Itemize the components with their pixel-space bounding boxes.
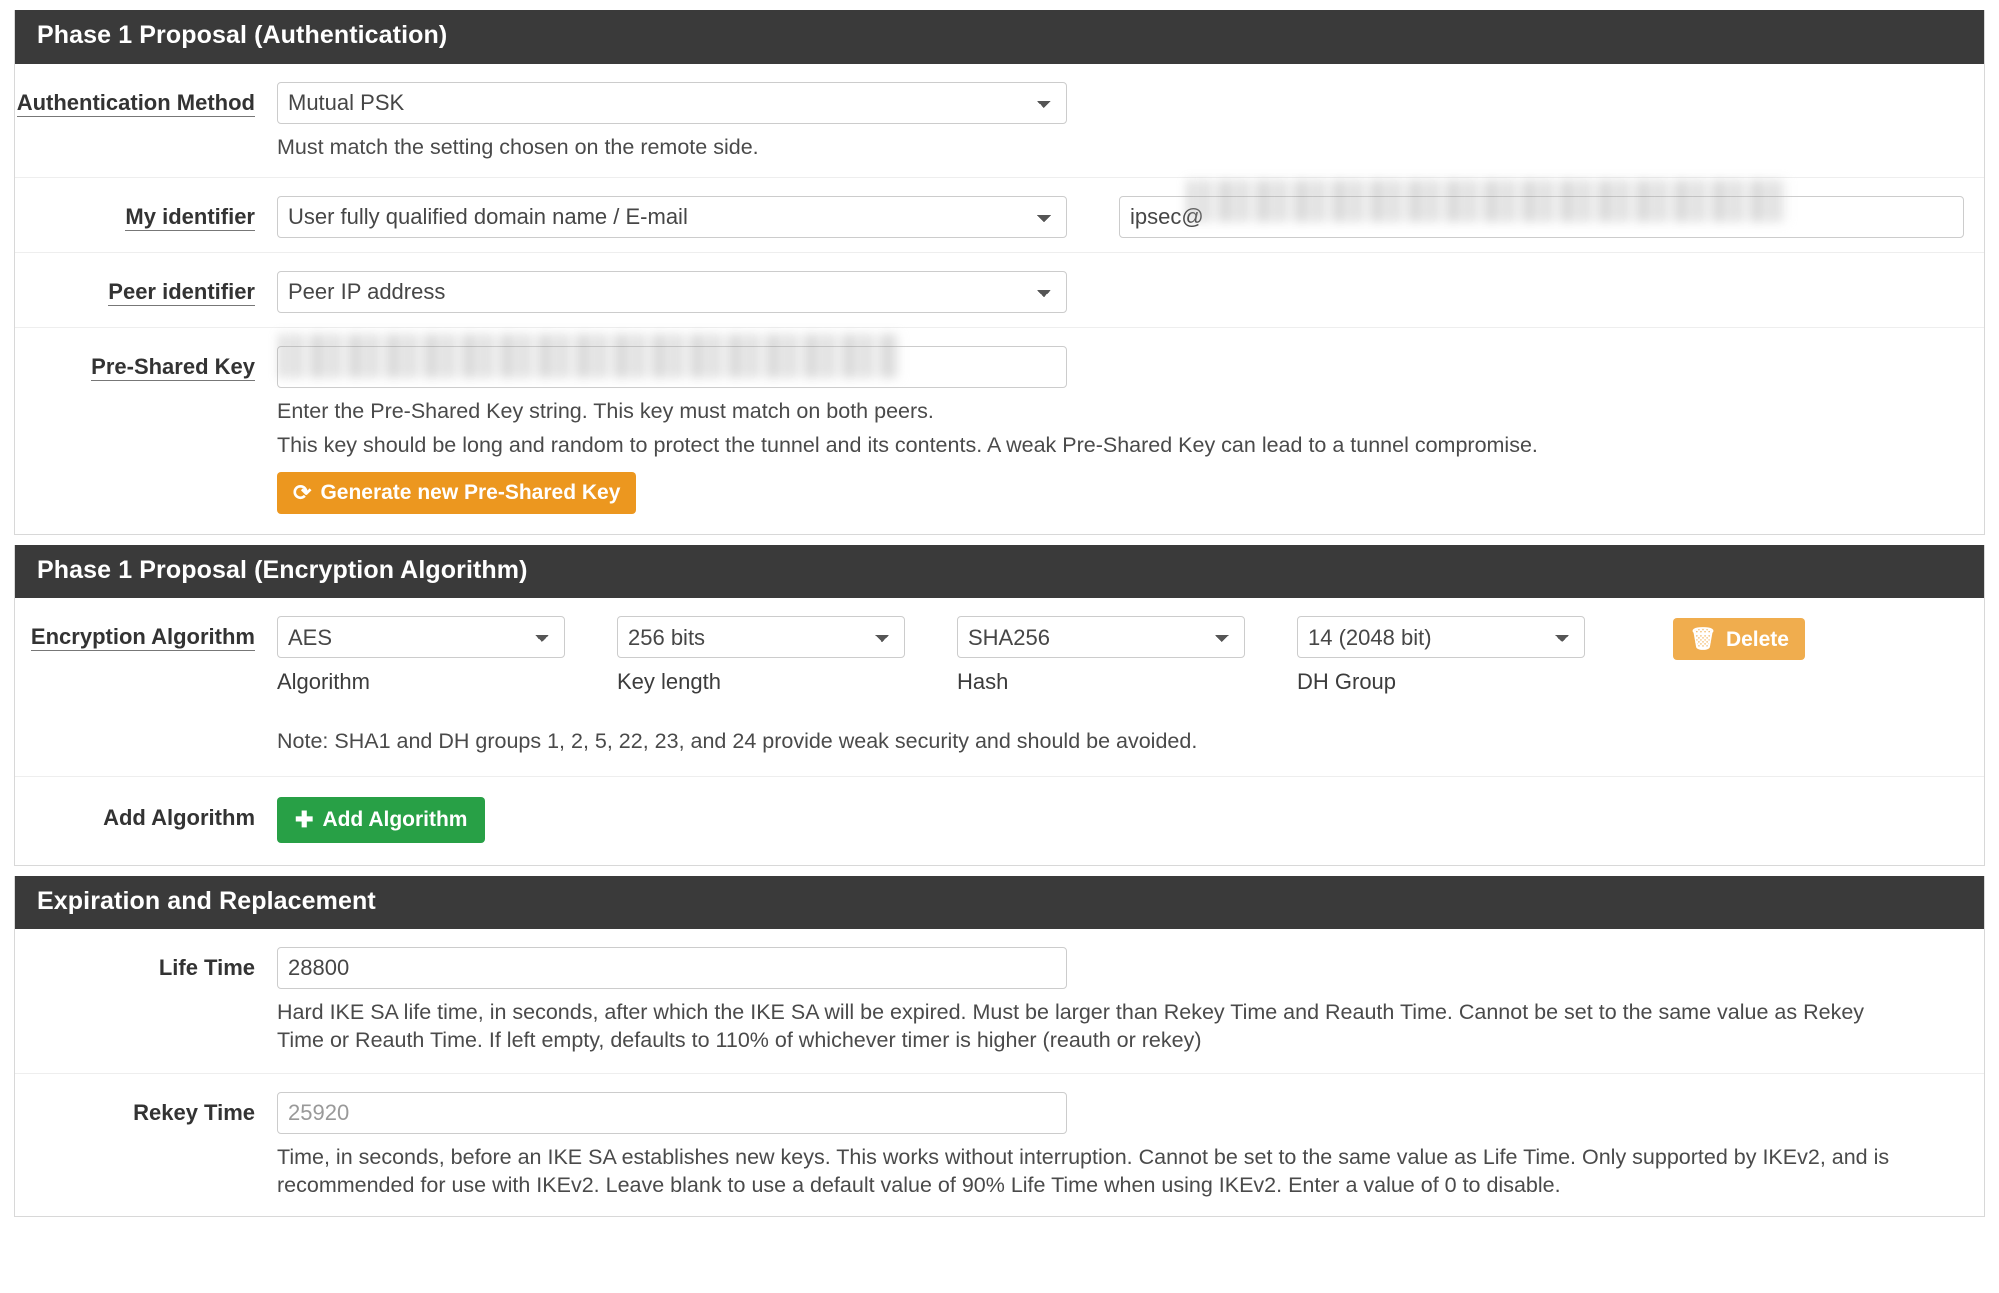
panel-separator-1	[14, 535, 1985, 545]
row-algorithm-note	[15, 705, 1984, 776]
caption-hash: Hash	[957, 669, 1009, 695]
field-life-time	[277, 947, 1984, 1055]
help-pre-shared-key-line1: Enter the Pre-Shared Key string. This key must match on both peers.	[277, 398, 934, 423]
row-life-time	[15, 929, 1984, 1074]
label-add-algorithm: Add Algorithm	[103, 804, 255, 830]
add-algorithm-button[interactable]	[277, 797, 485, 843]
field-peer-identifier	[277, 271, 1984, 313]
row-my-identifier	[15, 178, 1984, 253]
cell-hash	[957, 616, 1245, 695]
field-pre-shared-key	[277, 346, 1984, 514]
field-rekey-time	[277, 1092, 1984, 1200]
my-identifier-type-select[interactable]	[277, 196, 1067, 238]
help-life-time: Hard IKE SA life time, in seconds, after which the IKE SA will be expired. Must be larger than Rekey Time and Reauth Time. Cannot be set to the same value as Rekey Time or Reauth Time. If left empty, defaults to 110% of whichever timer is higher (reauth or rekey)	[277, 1000, 1865, 1053]
rekey-time-input[interactable]	[277, 1092, 1067, 1134]
help-authentication-method: Must match the setting chosen on the remote side.	[277, 134, 759, 159]
caption-dh-group: DH Group	[1297, 669, 1397, 695]
help-pre-shared-key-line2: This key should be long and random to protect the tunnel and its contents. A weak Pre-Shared Key can lead to a tunnel compromise.	[277, 433, 1538, 458]
dh-group-select[interactable]	[1297, 616, 1585, 658]
panel-separator-2	[14, 866, 1985, 876]
row-rekey-time	[15, 1074, 1984, 1216]
key-length-select[interactable]	[617, 616, 905, 658]
field-my-identifier	[277, 196, 1984, 238]
label-my-identifier-text: My identifier	[125, 203, 255, 229]
label-authentication-method	[15, 82, 277, 116]
cell-key-length	[617, 616, 905, 695]
generate-psk-button-label: Generate new Pre-Shared Key	[320, 481, 621, 505]
life-time-input[interactable]	[277, 947, 1067, 989]
label-encryption-algorithm	[15, 616, 277, 650]
trash-icon: 🗑	[1689, 626, 1717, 652]
label-pre-shared-key-text: Pre-Shared Key	[91, 353, 255, 379]
row-encryption-algorithm	[15, 598, 1984, 705]
my-identifier-value-input[interactable]	[1119, 196, 1964, 238]
label-algorithm-note-spacer	[15, 727, 277, 755]
label-authentication-method-text: Authentication Method	[16, 89, 255, 115]
page-top-spacer	[14, 0, 1985, 10]
panel-heading-phase1-authentication: Phase 1 Proposal (Authentication)	[15, 10, 1984, 64]
plus-icon: ✚	[295, 806, 314, 832]
refresh-icon: ⟳	[293, 479, 312, 505]
field-algorithm-note	[277, 727, 1984, 755]
authentication-method-select[interactable]	[277, 82, 1067, 124]
label-encryption-algorithm-text: Encryption Algorithm	[30, 624, 255, 650]
caption-algorithm: Algorithm	[277, 669, 370, 695]
cell-algorithm	[277, 616, 565, 695]
panel-heading-phase1-encryption: Phase 1 Proposal (Encryption Algorithm)	[15, 545, 1984, 599]
delete-algorithm-button-label: Delete	[1725, 627, 1789, 651]
add-algorithm-button-label: Add Algorithm	[322, 808, 468, 831]
field-add-algorithm	[277, 797, 1984, 843]
row-authentication-method	[15, 64, 1984, 178]
peer-identifier-type-select[interactable]	[277, 271, 1067, 313]
panel-expiration-replacement	[14, 876, 1985, 1217]
row-pre-shared-key	[15, 328, 1984, 534]
label-peer-identifier	[15, 271, 277, 305]
algorithm-select[interactable]	[277, 616, 565, 658]
field-authentication-method	[277, 82, 1984, 161]
hash-select[interactable]	[957, 616, 1245, 658]
label-rekey-time: Rekey Time	[133, 1099, 255, 1125]
row-peer-identifier	[15, 253, 1984, 328]
my-identifier-value-wrap	[1119, 196, 1964, 238]
panel-phase1-encryption	[14, 545, 1985, 866]
delete-algorithm-button[interactable]	[1673, 618, 1805, 660]
panel-heading-expiration-replacement: Expiration and Replacement	[15, 876, 1984, 930]
label-life-time: Life Time	[158, 955, 255, 980]
label-pre-shared-key	[15, 346, 277, 380]
encryption-algorithm-grid	[277, 616, 1964, 695]
help-rekey-time: Time, in seconds, before an IKE SA establishes new keys. This works without interruption. Cannot be set to the same value as Life Time. Only supported by IKEv2, and is recommended for use with IKEv2. Leave blank to use a default value of 90% Life Time when using IKEv2. Enter a value of 0 to disable.	[277, 1144, 1890, 1198]
label-my-identifier	[15, 196, 277, 230]
generate-psk-button[interactable]	[277, 472, 636, 514]
row-add-algorithm	[15, 777, 1984, 865]
field-encryption-algorithm	[277, 616, 1984, 695]
cell-dh-group	[1297, 616, 1585, 695]
panel-body-phase1-authentication	[15, 64, 1984, 534]
panel-body-expiration-replacement	[15, 929, 1984, 1216]
panel-phase1-authentication	[14, 10, 1985, 535]
cell-delete	[1673, 616, 1805, 660]
algorithm-weak-security-note: Note: SHA1 and DH groups 1, 2, 5, 22, 23, and 24 provide weak security and should be avoided.	[277, 729, 1198, 754]
panel-body-phase1-encryption	[15, 598, 1984, 864]
caption-key-length: Key length	[617, 669, 721, 695]
label-peer-identifier-text: Peer identifier	[108, 278, 255, 304]
pre-shared-key-input[interactable]	[277, 346, 1067, 388]
